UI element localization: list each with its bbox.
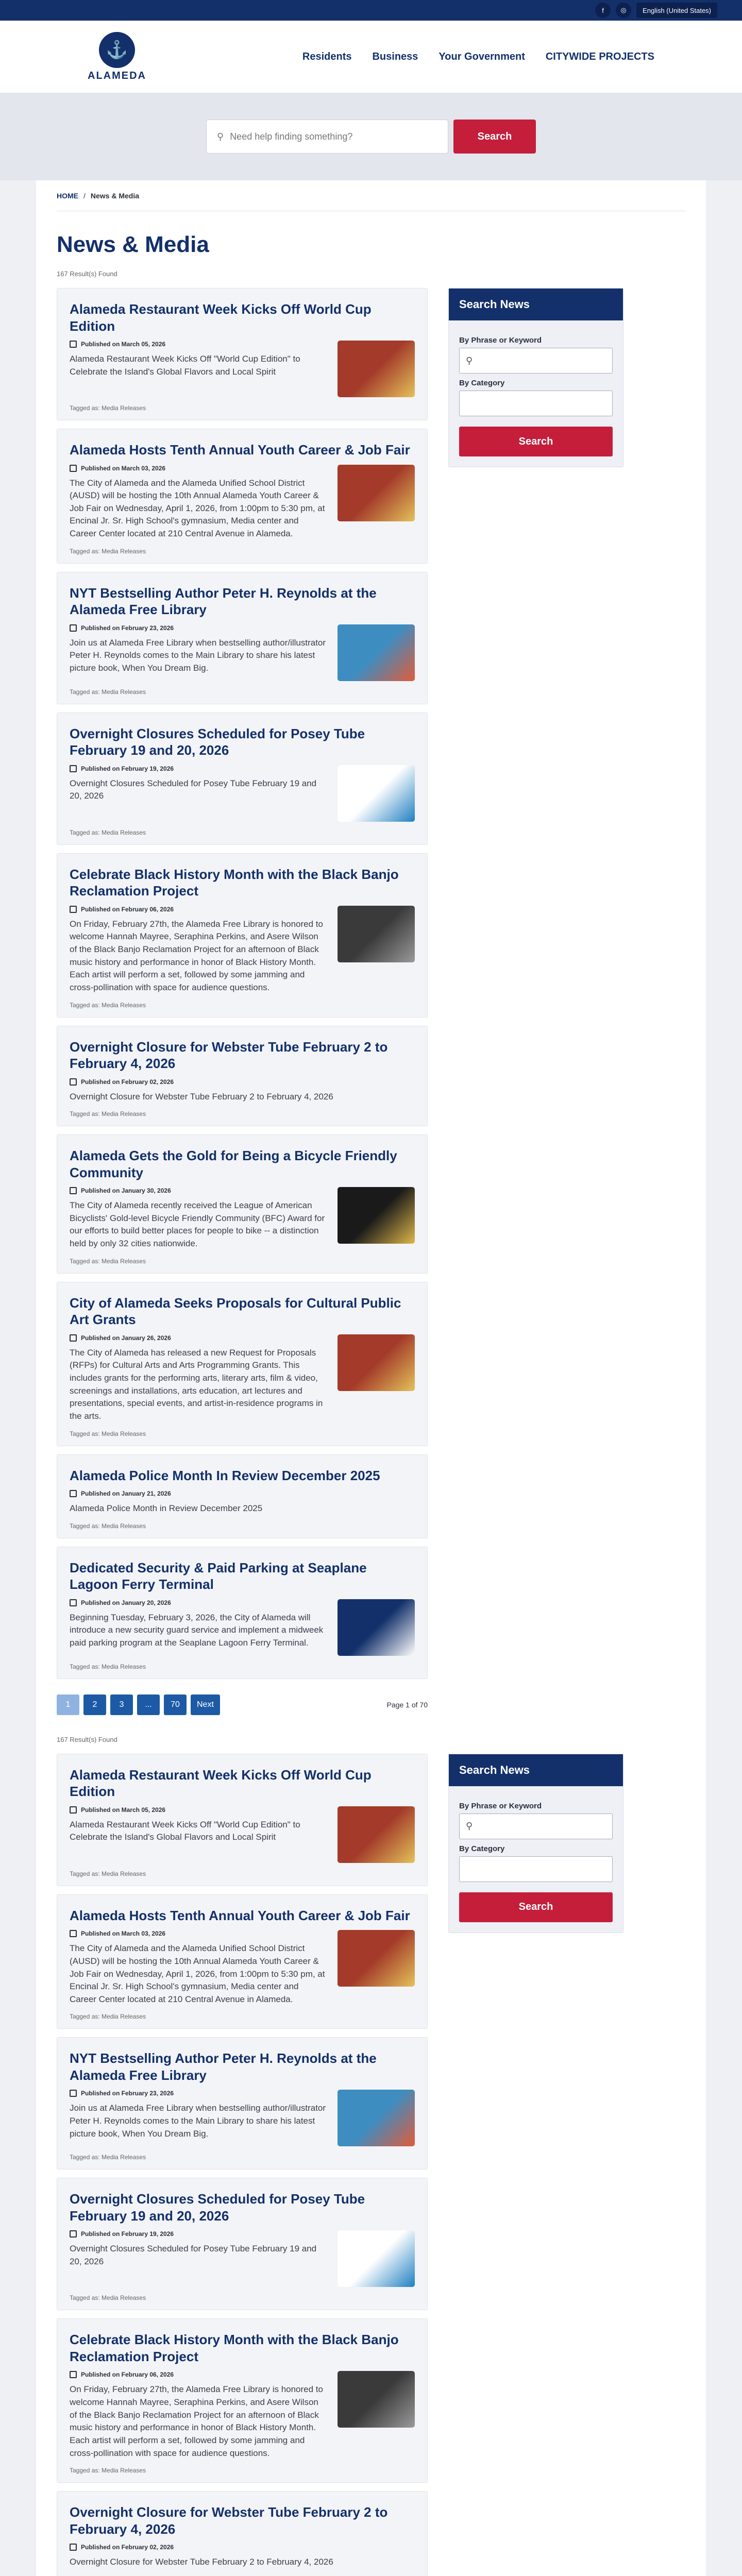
news-tags: Tagged as: Media Releases [70,1257,146,1265]
news-tags: Tagged as: Media Releases [70,1110,146,1118]
page-link[interactable]: 70 [164,1694,187,1715]
site-header [0,21,742,93]
news-thumbnail[interactable] [338,465,415,521]
news-summary: Alameda Police Month in Review December 2025 [70,1503,263,1514]
content-wrapper [36,180,706,2576]
result-count: 167 Result(s) Found [57,1735,117,1743]
news-title-link[interactable]: Alameda Police Month In Review December 2025 [70,1467,380,1483]
news-summary: On Friday, February 27th, the Alameda Free Library is honored to welcome Hannah Mayree, Seraphina Perkins, and Asere Wilson of the Black Banjo Reclamation Project for an afternoon of Black music history and performance in honor of Black History Month. Each artist will perform a set, followed by some jamming and cross-pollination with space for audience questions. [70,2384,323,2458]
page-indicator: Page 1 of 70 [386,1700,428,1709]
breadcrumb-home[interactable]: HOME [57,191,78,200]
news-tags: Tagged as: Media Releases [70,688,146,696]
category-select[interactable] [459,1856,613,1882]
news-title-link[interactable]: Alameda Gets the Gold for Being a Bicycle Friendly Community [70,1148,397,1180]
news-card [57,713,428,845]
keyword-input[interactable] [459,1814,613,1839]
news-summary: On Friday, February 27th, the Alameda Free Library is honored to welcome Hannah Mayree, Seraphina Perkins, and Asere Wilson of the Black Banjo Reclamation Project for an afternoon of Black music history and performance in honor of Black History Month. Each artist will perform a set, followed by some jamming and cross-pollination with space for audience questions. [70,919,323,992]
news-title-link[interactable]: Dedicated Security & Paid Parking at Seaplane Lagoon Ferry Terminal [70,1560,367,1592]
news-thumbnail[interactable] [338,906,415,962]
news-thumbnail[interactable] [338,624,415,681]
news-summary: The City of Alameda recently received the League of American Bicyclists' Gold-level Bicycle Friendly Community (BFC) Award for our efforts to build better places for people to bike -- a distinction held by only 32 cities nationwide. [70,1200,325,1249]
news-summary: The City of Alameda has released a new Request for Proposals (RFPs) for Cultural Arts and Arts Programming Grants. This includes grants for the performing arts, literary arts, film & video, screenings and installations, arts education, art lectures and presentations, special events, and artist-in-residence programs in the arts. [70,1347,323,1421]
search-news-button[interactable]: Search [459,1892,613,1922]
result-count: 167 Result(s) Found [57,270,117,278]
news-thumbnail[interactable] [338,2371,415,2428]
breadcrumb: HOME / News & Media [57,180,685,211]
news-date: Published on March 05, 2026 [70,341,327,348]
news-date: Published on January 30, 2026 [70,1187,327,1194]
news-date: Published on January 26, 2026 [70,1334,327,1342]
news-summary: Overnight Closures Scheduled for Posey Tube February 19 and 20, 2026 [70,778,317,801]
city-logo[interactable]: ⚓ ALAMEDA [88,32,146,82]
news-list [57,288,428,1736]
top-utility-bar [0,0,742,21]
site-search [0,93,742,180]
nav-your-government[interactable]: Your Government [439,50,525,62]
news-card [57,429,428,564]
next-page-button[interactable]: Next [191,1694,220,1715]
news-title-link[interactable]: Alameda Restaurant Week Kicks Off World Cup Edition [70,301,372,334]
news-title-link[interactable]: NYT Bestselling Author Peter H. Reynolds at the Alameda Free Library [70,585,377,618]
news-card [57,2178,428,2310]
news-date: Published on March 03, 2026 [70,1930,327,1937]
results-block [57,1754,685,2576]
news-title-link[interactable]: Overnight Closures Scheduled for Posey Tube February 19 and 20, 2026 [70,725,365,758]
news-tags: Tagged as: Media Releases [70,1663,146,1670]
news-card [57,853,428,1018]
page-link[interactable]: 3 [110,1694,133,1715]
nav-citywide-projects[interactable]: CITYWIDE PROJECTS [545,50,654,62]
news-summary: Join us at Alameda Free Library when bestselling author/illustrator Peter H. Reynolds comes to the Main Library to share his latest picture book, When You Dream Big. [70,637,326,673]
news-title-link[interactable]: NYT Bestselling Author Peter H. Reynolds at the Alameda Free Library [70,2050,377,2083]
news-title-link[interactable]: Alameda Hosts Tenth Annual Youth Career & Job Fair [70,442,410,457]
news-tags: Tagged as: Media Releases [70,1430,146,1437]
news-title-link[interactable]: Alameda Restaurant Week Kicks Off World Cup Edition [70,1767,372,1800]
calendar-icon [70,1078,77,1086]
news-tags: Tagged as: Media Releases [70,2467,146,2475]
news-date: Published on January 20, 2026 [70,1599,327,1606]
news-card [57,572,428,704]
language-select[interactable]: English (United States) [636,3,717,18]
news-date: Published on February 06, 2026 [70,2371,327,2378]
seal-icon: ⚓ [99,32,135,68]
news-card [57,1134,428,1274]
calendar-icon [70,1930,77,1937]
news-title-link[interactable]: Celebrate Black History Month with the Black Banjo Reclamation Project [70,866,399,899]
calendar-icon [70,341,77,348]
category-select[interactable] [459,391,613,416]
calendar-icon [70,2544,77,2551]
news-tags: Tagged as: Media Releases [70,404,146,412]
search-news-title: Search News [449,1754,623,1786]
news-thumbnail[interactable] [338,765,415,822]
nav-residents[interactable]: Residents [302,50,352,62]
calendar-icon [70,1599,77,1606]
news-date: Published on February 19, 2026 [70,765,327,772]
news-tags: Tagged as: Media Releases [70,2294,146,2302]
news-tags: Tagged as: Media Releases [70,547,146,555]
page-link[interactable]: 2 [83,1694,106,1715]
facebook-icon[interactable]: f [595,3,611,18]
page-link[interactable]: ... [137,1694,160,1715]
news-thumbnail[interactable] [338,1187,415,1244]
news-card [57,1894,428,2029]
news-thumbnail[interactable] [338,2090,415,2146]
news-tags: Tagged as: Media Releases [70,1870,146,1877]
results-block [57,288,685,1736]
news-summary: The City of Alameda and the Alameda Unified School District (AUSD) will be hosting the 10th Annual Alameda Youth Career & Job Fair on Wednesday, April 1, 2026, from 1:00pm to 5:30 pm, at Encinal Jr. Sr. High School's gymnasium, Media center and Career Center located at 210 Central Avenue in Alameda. [70,478,325,539]
phrase-label: By Phrase or Keyword [459,1801,542,1810]
news-title-link[interactable]: Alameda Hosts Tenth Annual Youth Career & Job Fair [70,1907,410,1923]
news-summary: Overnight Closure for Webster Tube February 2 to February 4, 2026 [70,1091,333,1101]
calendar-icon [70,2090,77,2097]
news-card [57,1026,428,1127]
news-date: Published on February 19, 2026 [70,2230,327,2238]
breadcrumb-current: News & Media [90,191,140,200]
news-date: Published on February 23, 2026 [70,624,327,632]
calendar-icon [70,465,77,472]
news-card [57,2037,428,2170]
news-card [57,2318,428,2483]
news-summary: The City of Alameda and the Alameda Unified School District (AUSD) will be hosting the 10th Annual Alameda Youth Career & Job Fair on Wednesday, April 1, 2026, from 1:00pm to 5:30 pm, at Encinal Jr. Sr. High School's gymnasium, Media center and Career Center located at 210 Central Avenue in Alameda. [70,1943,325,2004]
news-thumbnail[interactable] [338,1806,415,1863]
site-search-input[interactable]: ⚲ Need help finding something? [206,120,448,154]
news-card [57,1454,428,1538]
news-tags: Tagged as: Media Releases [70,2013,146,2021]
news-tags: Tagged as: Media Releases [70,1001,146,1009]
news-summary: Overnight Closures Scheduled for Posey Tube February 19 and 20, 2026 [70,2244,317,2267]
news-date: Published on February 23, 2026 [70,2090,327,2097]
keyword-input[interactable] [459,348,613,374]
news-summary: Alameda Restaurant Week Kicks Off "World Cup Edition" to Celebrate the Island's Global Flavors and Local Spirit [70,354,300,377]
site-search-button[interactable]: Search [453,120,536,154]
calendar-icon [70,1334,77,1342]
calendar-icon [70,765,77,772]
news-summary: Overnight Closure for Webster Tube February 2 to February 4, 2026 [70,2557,333,2567]
news-card [57,288,428,420]
news-tags: Tagged as: Media Releases [70,1522,146,1530]
phrase-label: By Phrase or Keyword [459,336,542,345]
news-title-link[interactable]: City of Alameda Seeks Proposals for Cultural Public Art Grants [70,1295,401,1328]
category-label: By Category [459,1844,505,1853]
news-title-link[interactable]: Overnight Closure for Webster Tube February 2 to February 4, 2026 [70,2504,388,2537]
news-thumbnail[interactable] [338,1599,415,1656]
pagination [57,1694,428,1715]
news-thumbnail[interactable] [338,1334,415,1391]
search-icon: ⚲ [466,355,473,366]
calendar-icon [70,2230,77,2238]
news-date: Published on March 05, 2026 [70,1806,327,1814]
search-icon: ⚲ [217,131,224,142]
page-link[interactable]: 1 [57,1694,79,1715]
news-tags: Tagged as: Media Releases [70,2154,146,2161]
news-title-link[interactable]: Overnight Closure for Webster Tube February 2 to February 4, 2026 [70,1039,388,1072]
news-thumbnail[interactable] [338,341,415,397]
category-label: By Category [459,379,505,387]
news-card [57,1754,428,1886]
news-date: Published on February 02, 2026 [70,2544,333,2551]
calendar-icon [70,624,77,632]
news-card [57,2491,428,2576]
calendar-icon [70,906,77,913]
main-nav [302,51,654,63]
instagram-icon[interactable]: ◎ [616,3,631,18]
nav-business[interactable]: Business [372,50,418,62]
search-news-title: Search News [449,289,623,320]
news-thumbnail[interactable] [338,2230,415,2287]
page-title: News & Media [57,232,209,257]
news-tags: Tagged as: Media Releases [70,828,146,836]
news-title-link[interactable]: Overnight Closures Scheduled for Posey Tube February 19 and 20, 2026 [70,2191,365,2224]
news-date: Published on January 21, 2026 [70,1490,262,1497]
news-summary: Alameda Restaurant Week Kicks Off "World Cup Edition" to Celebrate the Island's Global Flavors and Local Spirit [70,1819,300,1842]
news-card [57,1282,428,1446]
search-news-panel [448,288,623,467]
news-thumbnail[interactable] [338,1930,415,1987]
calendar-icon [70,1490,77,1497]
news-summary: Join us at Alameda Free Library when bestselling author/illustrator Peter H. Reynolds comes to the Main Library to share his latest picture book, When You Dream Big. [70,2103,326,2139]
news-date: Published on March 03, 2026 [70,465,327,472]
news-summary: Beginning Tuesday, February 3, 2026, the City of Alameda will introduce a new security guard service and implement a midweek paid parking program at the Seaplane Lagoon Ferry Terminal. [70,1612,324,1648]
news-date: Published on February 02, 2026 [70,1078,333,1086]
news-date: Published on February 06, 2026 [70,906,327,913]
news-card [57,1547,428,1679]
calendar-icon [70,1806,77,1814]
search-icon: ⚲ [466,1821,473,1832]
news-title-link[interactable]: Celebrate Black History Month with the Black Banjo Reclamation Project [70,2332,399,2364]
search-news-button[interactable]: Search [459,427,613,456]
calendar-icon [70,1187,77,1194]
calendar-icon [70,2371,77,2378]
news-list [57,1754,428,2576]
search-news-panel [448,1754,623,1933]
